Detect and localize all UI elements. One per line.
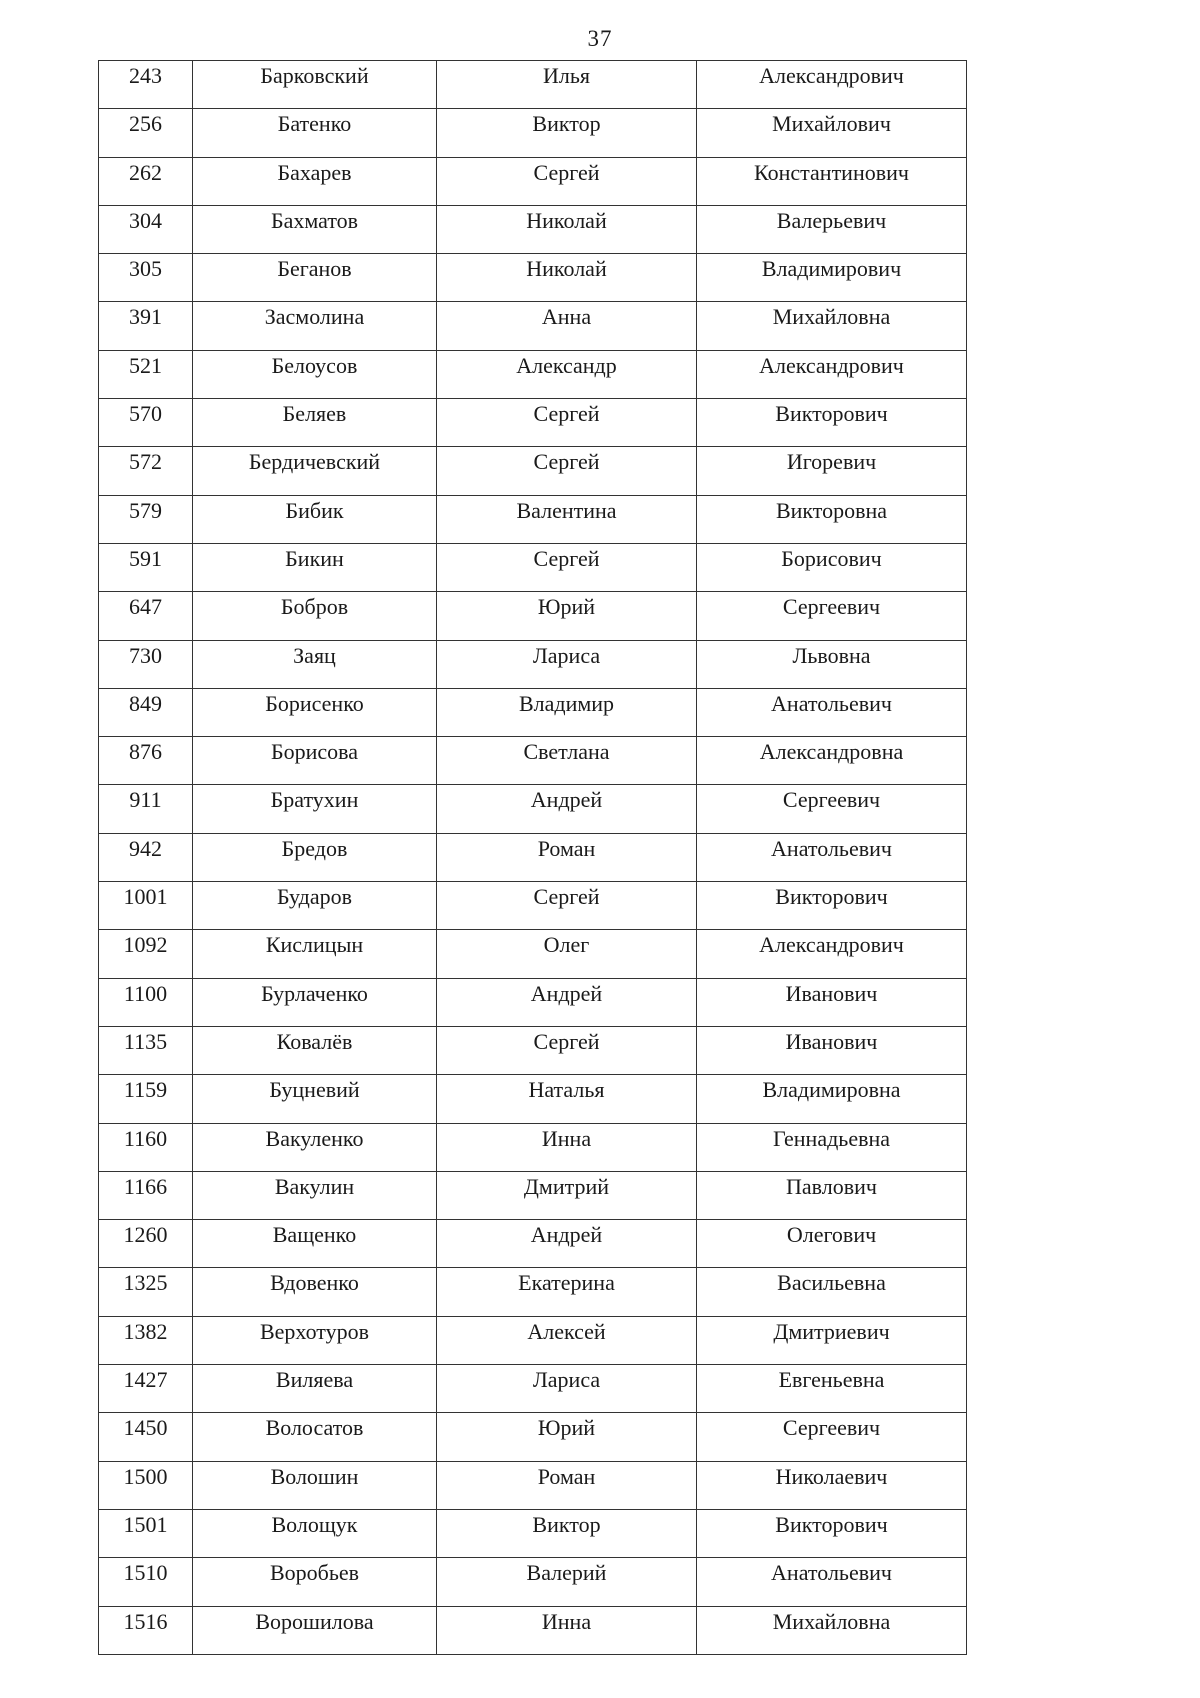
surname-cell: Ващенко xyxy=(193,1220,437,1268)
row-number-cell: 1450 xyxy=(99,1413,193,1461)
table-row xyxy=(99,495,967,543)
surname-cell: Засмолина xyxy=(193,302,437,350)
surname-cell: Барковский xyxy=(193,61,437,109)
row-number-cell: 1382 xyxy=(99,1316,193,1364)
patronymic-cell: Александрович xyxy=(697,61,967,109)
patronymic-cell: Викторович xyxy=(697,1509,967,1557)
given-name-cell: Дмитрий xyxy=(437,1171,697,1219)
surname-cell: Бредов xyxy=(193,833,437,881)
given-name-cell: Виктор xyxy=(437,109,697,157)
table-row xyxy=(99,1220,967,1268)
patronymic-cell: Викторовна xyxy=(697,495,967,543)
patronymic-cell: Игоревич xyxy=(697,447,967,495)
given-name-cell: Инна xyxy=(437,1123,697,1171)
roster-table-body xyxy=(99,61,967,1655)
patronymic-cell: Геннадьевна xyxy=(697,1123,967,1171)
given-name-cell: Роман xyxy=(437,1461,697,1509)
surname-cell: Братухин xyxy=(193,785,437,833)
row-number-cell: 1166 xyxy=(99,1171,193,1219)
given-name-cell: Николай xyxy=(437,205,697,253)
patronymic-cell: Борисович xyxy=(697,543,967,591)
patronymic-cell: Михайловна xyxy=(697,1606,967,1654)
table-row xyxy=(99,302,967,350)
row-number-cell: 256 xyxy=(99,109,193,157)
row-number-cell: 591 xyxy=(99,543,193,591)
given-name-cell: Валерий xyxy=(437,1558,697,1606)
given-name-cell: Юрий xyxy=(437,1413,697,1461)
patronymic-cell: Владимирович xyxy=(697,254,967,302)
table-row xyxy=(99,399,967,447)
given-name-cell: Алексей xyxy=(437,1316,697,1364)
row-number-cell: 391 xyxy=(99,302,193,350)
given-name-cell: Сергей xyxy=(437,543,697,591)
table-row xyxy=(99,1316,967,1364)
surname-cell: Бурлаченко xyxy=(193,978,437,1026)
given-name-cell: Виктор xyxy=(437,1509,697,1557)
row-number-cell: 1325 xyxy=(99,1268,193,1316)
surname-cell: Бердичевский xyxy=(193,447,437,495)
table-row xyxy=(99,785,967,833)
table-row xyxy=(99,930,967,978)
patronymic-cell: Михайловна xyxy=(697,302,967,350)
given-name-cell: Андрей xyxy=(437,785,697,833)
given-name-cell: Роман xyxy=(437,833,697,881)
surname-cell: Ворошилова xyxy=(193,1606,437,1654)
surname-cell: Борисова xyxy=(193,737,437,785)
table-row xyxy=(99,109,967,157)
table-row xyxy=(99,1026,967,1074)
surname-cell: Вакуленко xyxy=(193,1123,437,1171)
row-number-cell: 243 xyxy=(99,61,193,109)
row-number-cell: 1001 xyxy=(99,882,193,930)
patronymic-cell: Анатольевич xyxy=(697,833,967,881)
given-name-cell: Наталья xyxy=(437,1075,697,1123)
patronymic-cell: Александрович xyxy=(697,930,967,978)
patronymic-cell: Анатольевич xyxy=(697,1558,967,1606)
given-name-cell: Андрей xyxy=(437,1220,697,1268)
given-name-cell: Екатерина xyxy=(437,1268,697,1316)
table-row xyxy=(99,1461,967,1509)
patronymic-cell: Константинович xyxy=(697,157,967,205)
row-number-cell: 1427 xyxy=(99,1365,193,1413)
table-row xyxy=(99,640,967,688)
table-row xyxy=(99,61,967,109)
table-row xyxy=(99,978,967,1026)
row-number-cell: 647 xyxy=(99,592,193,640)
given-name-cell: Сергей xyxy=(437,1026,697,1074)
surname-cell: Бикин xyxy=(193,543,437,591)
row-number-cell: 570 xyxy=(99,399,193,447)
row-number-cell: 1092 xyxy=(99,930,193,978)
patronymic-cell: Евгеньевна xyxy=(697,1365,967,1413)
row-number-cell: 1135 xyxy=(99,1026,193,1074)
patronymic-cell: Дмитриевич xyxy=(697,1316,967,1364)
patronymic-cell: Николаевич xyxy=(697,1461,967,1509)
given-name-cell: Валентина xyxy=(437,495,697,543)
table-row xyxy=(99,1558,967,1606)
row-number-cell: 1500 xyxy=(99,1461,193,1509)
patronymic-cell: Александрович xyxy=(697,350,967,398)
surname-cell: Бобров xyxy=(193,592,437,640)
patronymic-cell: Александровна xyxy=(697,737,967,785)
row-number-cell: 262 xyxy=(99,157,193,205)
row-number-cell: 579 xyxy=(99,495,193,543)
table-row xyxy=(99,1268,967,1316)
given-name-cell: Сергей xyxy=(437,157,697,205)
given-name-cell: Сергей xyxy=(437,399,697,447)
surname-cell: Воробьев xyxy=(193,1558,437,1606)
patronymic-cell: Владимировна xyxy=(697,1075,967,1123)
given-name-cell: Лариса xyxy=(437,1365,697,1413)
row-number-cell: 1159 xyxy=(99,1075,193,1123)
table-row xyxy=(99,1365,967,1413)
surname-cell: Кислицын xyxy=(193,930,437,978)
row-number-cell: 521 xyxy=(99,350,193,398)
surname-cell: Буцневий xyxy=(193,1075,437,1123)
given-name-cell: Инна xyxy=(437,1606,697,1654)
table-row xyxy=(99,592,967,640)
row-number-cell: 305 xyxy=(99,254,193,302)
table-row xyxy=(99,1123,967,1171)
row-number-cell: 1501 xyxy=(99,1509,193,1557)
patronymic-cell: Олегович xyxy=(697,1220,967,1268)
table-row xyxy=(99,1606,967,1654)
patronymic-cell: Сергеевич xyxy=(697,785,967,833)
given-name-cell: Илья xyxy=(437,61,697,109)
table-row xyxy=(99,1509,967,1557)
row-number-cell: 876 xyxy=(99,737,193,785)
page-number: 37 xyxy=(587,26,613,51)
row-number-cell: 572 xyxy=(99,447,193,495)
row-number-cell: 1516 xyxy=(99,1606,193,1654)
given-name-cell: Андрей xyxy=(437,978,697,1026)
surname-cell: Беляев xyxy=(193,399,437,447)
surname-cell: Волосатов xyxy=(193,1413,437,1461)
table-row xyxy=(99,1075,967,1123)
given-name-cell: Владимир xyxy=(437,688,697,736)
table-row xyxy=(99,447,967,495)
row-number-cell: 911 xyxy=(99,785,193,833)
surname-cell: Бахарев xyxy=(193,157,437,205)
given-name-cell: Сергей xyxy=(437,882,697,930)
row-number-cell: 849 xyxy=(99,688,193,736)
patronymic-cell: Викторович xyxy=(697,399,967,447)
table-row xyxy=(99,254,967,302)
table-row xyxy=(99,737,967,785)
table-row xyxy=(99,688,967,736)
surname-cell: Бахматов xyxy=(193,205,437,253)
table-row xyxy=(99,882,967,930)
surname-cell: Бибик xyxy=(193,495,437,543)
surname-cell: Бударов xyxy=(193,882,437,930)
row-number-cell: 1260 xyxy=(99,1220,193,1268)
given-name-cell: Сергей xyxy=(437,447,697,495)
patronymic-cell: Львовна xyxy=(697,640,967,688)
given-name-cell: Николай xyxy=(437,254,697,302)
given-name-cell: Юрий xyxy=(437,592,697,640)
table-row xyxy=(99,1171,967,1219)
surname-cell: Верхотуров xyxy=(193,1316,437,1364)
surname-cell: Беганов xyxy=(193,254,437,302)
patronymic-cell: Сергеевич xyxy=(697,592,967,640)
patronymic-cell: Михайлович xyxy=(697,109,967,157)
row-number-cell: 1160 xyxy=(99,1123,193,1171)
patronymic-cell: Павлович xyxy=(697,1171,967,1219)
surname-cell: Вдовенко xyxy=(193,1268,437,1316)
given-name-cell: Светлана xyxy=(437,737,697,785)
patronymic-cell: Иванович xyxy=(697,978,967,1026)
patronymic-cell: Викторович xyxy=(697,882,967,930)
given-name-cell: Анна xyxy=(437,302,697,350)
surname-cell: Вакулин xyxy=(193,1171,437,1219)
surname-cell: Заяц xyxy=(193,640,437,688)
surname-cell: Борисенко xyxy=(193,688,437,736)
patronymic-cell: Иванович xyxy=(697,1026,967,1074)
table-row xyxy=(99,205,967,253)
patronymic-cell: Валерьевич xyxy=(697,205,967,253)
row-number-cell: 1510 xyxy=(99,1558,193,1606)
row-number-cell: 304 xyxy=(99,205,193,253)
surname-cell: Батенко xyxy=(193,109,437,157)
patronymic-cell: Анатольевич xyxy=(697,688,967,736)
row-number-cell: 942 xyxy=(99,833,193,881)
patronymic-cell: Васильевна xyxy=(697,1268,967,1316)
surname-cell: Волощук xyxy=(193,1509,437,1557)
given-name-cell: Лариса xyxy=(437,640,697,688)
patronymic-cell: Сергеевич xyxy=(697,1413,967,1461)
surname-cell: Ковалёв xyxy=(193,1026,437,1074)
surname-cell: Волошин xyxy=(193,1461,437,1509)
row-number-cell: 730 xyxy=(99,640,193,688)
surname-cell: Белоусов xyxy=(193,350,437,398)
roster-table xyxy=(98,60,967,1655)
given-name-cell: Александр xyxy=(437,350,697,398)
table-row xyxy=(99,1413,967,1461)
table-row xyxy=(99,350,967,398)
table-row xyxy=(99,833,967,881)
given-name-cell: Олег xyxy=(437,930,697,978)
row-number-cell: 1100 xyxy=(99,978,193,1026)
surname-cell: Виляева xyxy=(193,1365,437,1413)
table-row xyxy=(99,157,967,205)
table-row xyxy=(99,543,967,591)
